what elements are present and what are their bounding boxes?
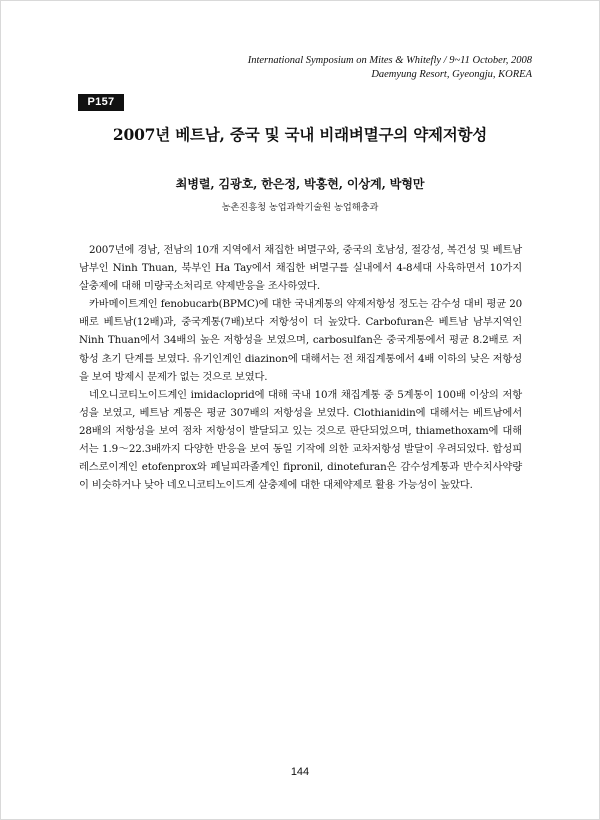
- conference-header: [248, 54, 532, 81]
- poster-number-badge: P157: [78, 94, 124, 111]
- page-number: 144: [290, 766, 310, 778]
- abstract-paragraph: 2007년에 경남, 전남의 10개 지역에서 채집한 벼멸구와, 중국의 호남성, 절강성, 복건성 및 베트남 남부인 Ninh Thuan, 북부인 Ha Tay에서 채집한 벼멸구를 실내에서 4-8세대 사육하면서 10가지 살충제에 대해 미량국소처리로 약제반응을 조사하였다.: [79, 244, 522, 293]
- paper-title: 2007년 베트남, 중국 및 국내 비래벼멸구의 약제저항성: [112, 125, 488, 144]
- abstract-body: [79, 241, 522, 494]
- conference-line: International Symposium on Mites & Whitefly / 9~11 October, 2008: [247, 55, 532, 66]
- author-affiliation: 농촌진흥청 농업과학기술원 농업해충과: [221, 202, 379, 213]
- author-list: 최병렬, 김광호, 한은정, 박홍현, 이상계, 박형만: [175, 177, 425, 191]
- abstract-paragraph: 카바메이트계인 fenobucarb(BPMC)에 대한 국내계통의 약제저항성 정도는 감수성 대비 평균 20배로 베트남(12배)과, 중국계통(7배)보다 저항성이 더 높았다. Carbofuran은 베트남 남부지역인 Ninh Thuan에서 34배의 높은 저항성을 보였으며, carbosulfan은 중국계통에서 평균 8.2배로 저항성 초기 단계를 보였다. 유기인계인 diazinon에 대해서는 전 채집계통에서 4배 이하의 낮은 저항성을 보여 방제시 문제가 없는 것으로 보였다.: [79, 298, 522, 383]
- venue-line: Daemyung Resort, Gyeongju, KOREA: [371, 68, 532, 80]
- abstract-paragraph: 네오니코티노이드계인 imidacloprid에 대해 국내 10개 채집계통 중 5계통이 100배 이상의 저항성을 보였고, 베트남 계통은 평균 307배의 저항성을 보였다. Clothianidin에 대해서는 베트남에서 28배의 저항성을 보여 점차 저항성이 발달되고 있는 것으로 판단되었으며, thiamethoxam에 대해서는 1.9～22.3배까지 다양한 반응을 보여 동일 기작에 의한 교차저항성 발달이 우려되었다. 합성피레스로이계인 etofenprox와 페닐피라졸계인 fipronil, dinotefuran은 감수성계통과 반수치사약량이 비슷하거나 낮아 네오니코티노이드계 살충제에 대한 대체약제로 활용 가능성이 높았다.: [79, 388, 522, 492]
